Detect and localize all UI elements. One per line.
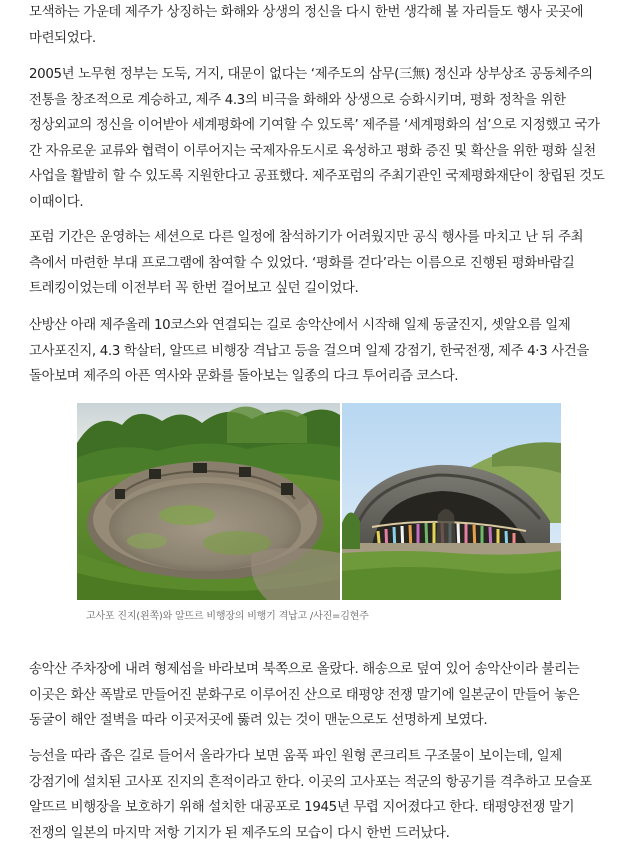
article-photo: [77, 403, 561, 600]
paragraph-course: 산방산 아래 제주올레 10코스와 연결되는 길로 송악산에서 시작해 일제 동굴진지, 셋알오름 일제 고사포진지, 4.3 학살터, 알뜨르 비행장 격납고 등을 걸으며 일제 강점기, 한국전쟁, 제주 4·3 사건을 돌아보며 제주의 아픈 역사와 문화를 돌아보는 일종의 다크 투어리즘 코스다.: [29, 318, 589, 384]
paragraph-peace-island: 2005년 노무현 정부는 도둑, 거지, 대문이 없다는 ‘제주도의 삼무(三無) 정신과 상부상조 공동체주의 전통을 창조적으로 계승하고, 제주 4.3의 비극을 화해와 상생으로 승화시키며, 평화 정착을 위한 정상외교의 정신을 이어받아 세계평화에 기여할 수 있도록’ 제주를 ‘세계평화의 섬’으로 지정했고 국가 간 자유로운 교류와 협력이 이루어지는 국제자유도시로 육성하고 평화 증진 및 확산을 위한 평화 실천 사업을 활발히 할 수 있도록 지원한다고 공표했다. 제주포럼의 주최기관인 국제평화재단이 창립된 것도 이때이다.: [29, 67, 605, 210]
paragraph-songaksan: 송악산 주차장에 내려 형제섬을 바라보며 북쪽으로 올랐다. 해송으로 덮여 있어 송악산이라 불리는 이곳은 화산 폭발로 만들어진 분화구로 이루어진 산으로 태평양 전쟁 말기에 일본군이 만들어 놓은 동굴이 해안 절벽을 따라 이곳저곳에 뚫려 있는 것이 맨눈으로도 선명하게 보였다.: [29, 662, 580, 728]
paragraph-intro: 모색하는 가운데 제주가 상징하는 화해와 상생의 정신을 다시 한번 생각해 볼 자리들도 행사 곳곳에 마련되었다.: [29, 5, 584, 46]
hangar-photo: [342, 403, 561, 600]
photo-caption: 고사포 진지(왼쪽)와 알뜨르 비행장의 비행기 격납고 /사진=김현주: [86, 611, 369, 622]
gun-emplacement-photo: [77, 403, 340, 600]
paragraph-forum-program: 포럼 기간은 운영하는 세션으로 다른 일정에 참석하기가 어려웠지만 공식 행사를 마치고 난 뒤 주최 측에서 마련한 부대 프로그램에 참여할 수 있었다. ‘평화를 걷다’라는 이름으로 진행된 평화바람길 트레킹이었는데 이전부터 꼭 한번 걸어보고 싶던 길이었다.: [29, 230, 584, 296]
paragraph-gun-emplacement: 능선을 따라 좁은 길로 들어서 올라가다 보면 움푹 파인 원형 콘크리트 구조물이 보이는데, 일제 강점기에 설치된 고사포 진지의 흔적이라고 한다. 이곳의 고사포는 적군의 항공기를 격추하고 모슬포 알뜨르 비행장을 보호하기 위해 설치한 대공포로 1945년 무렵 지어졌다고 한다. 태평양전쟁 말기 전쟁의 일본의 마지막 저항 기지가 된 제주도의 모습이 다시 한번 드러났다.: [29, 749, 592, 841]
